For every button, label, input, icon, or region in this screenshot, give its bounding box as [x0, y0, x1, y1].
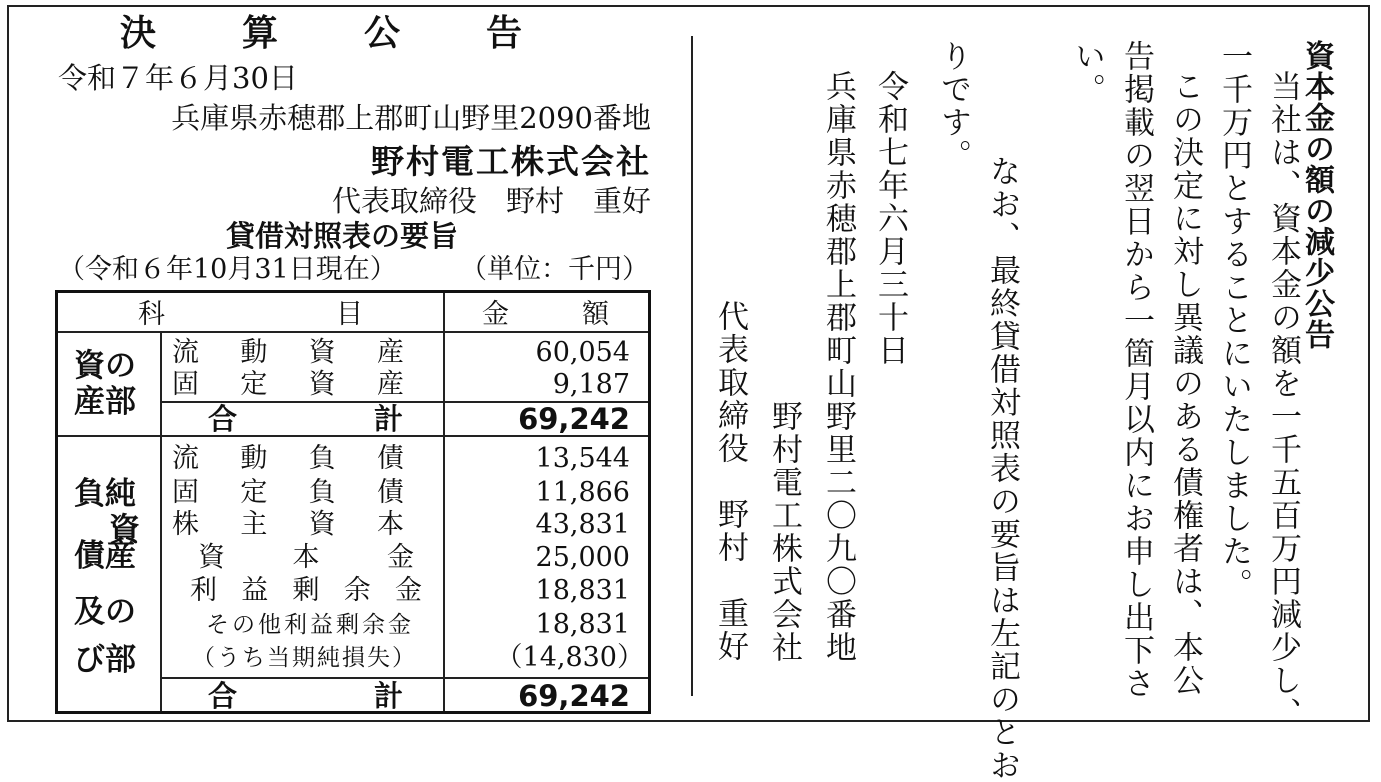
amount-column-divider: [443, 293, 445, 711]
settlement-date: 令和７年６月30日: [58, 61, 298, 95]
settlement-title: 決算公告: [120, 13, 609, 54]
notice-body-line-4: 告掲載の翌日から一箇月以内にお申し出下さ: [1118, 40, 1154, 700]
row-net-loss-label: （うち当期純損失）: [192, 645, 417, 671]
header-item-2: 目: [336, 299, 363, 330]
row-fixed-liab-label: 固 定 負 債: [172, 477, 404, 508]
liab-section-label-5: び部: [74, 642, 136, 678]
notice-body-line-6: なお、最終貸借対照表の要旨は左記のとお: [984, 155, 1020, 782]
assets-total-value: 69,242: [518, 402, 630, 436]
balance-sheet-table: [55, 290, 651, 714]
notice-representative: 代表取締役 野村 重好: [712, 300, 748, 663]
assets-section-label-1: 資の: [74, 348, 136, 384]
assets-section-label-2: 産部: [74, 384, 136, 420]
notice-body-line-1: 当社は、資本金の額を一千五百万円減少し、: [1265, 70, 1301, 730]
liab-section-label-1: 負純: [74, 476, 136, 512]
row-current-assets-value: 60,054: [535, 337, 630, 368]
row-retained-earnings-label: 利 益 剰 余 金: [190, 575, 422, 606]
header-amount-1: 金: [482, 299, 509, 330]
row-fixed-assets-value: 9,187: [552, 369, 630, 400]
row-other-retained-label: その他利益剰余金: [206, 612, 414, 638]
row-fixed-assets-label: 固 定 資 産: [172, 369, 404, 400]
header-amount-2: 額: [582, 299, 609, 330]
liab-section-label-3: 債産: [74, 538, 136, 574]
assets-total-label-2: 計: [374, 402, 404, 436]
assets-total-label-1: 合: [208, 402, 238, 436]
header-divider: [58, 331, 648, 333]
row-other-retained-value: 18,831: [535, 609, 630, 640]
balance-sheet-title: 貸借対照表の要旨: [226, 219, 459, 253]
liab-total-value: 69,242: [518, 679, 630, 713]
unit-label: （単位：千円）: [460, 254, 649, 285]
notice-company: 野村電工株式会社: [766, 400, 802, 664]
notice-address: 兵庫県赤穂郡上郡町山野里二〇九〇番地: [820, 70, 856, 664]
column-divider: [691, 36, 693, 696]
company-name: 野村電工株式会社: [371, 142, 651, 181]
row-capital-value: 25,000: [535, 542, 630, 573]
liab-total-label-2: 計: [374, 679, 404, 713]
row-current-liab-label: 流 動 負 債: [172, 443, 404, 474]
section-column-divider: [160, 333, 162, 711]
header-item-1: 科: [138, 299, 165, 330]
representative: 代表取締役 野村 重好: [331, 184, 651, 218]
as-of-date: （令和６年10月31日現在）: [58, 254, 397, 285]
row-current-liab-value: 13,544: [535, 443, 630, 474]
row-retained-earnings-value: 18,831: [535, 575, 630, 606]
notice-body-line-5: い。: [1069, 40, 1105, 106]
row-capital-label: 資 本 金: [198, 542, 414, 573]
notice-body-line-2: 一千万円とすることにいたしました。: [1216, 40, 1252, 601]
row-fixed-liab-value: 11,866: [535, 477, 630, 508]
liab-section-label-2: 資: [109, 512, 140, 548]
liab-section-label-4: 及の: [74, 594, 136, 630]
company-address: 兵庫県赤穂郡上郡町山野里2090番地: [171, 101, 651, 135]
row-equity-label: 株 主 資 本: [172, 509, 404, 540]
notice-date: 令和七年六月三十日: [872, 70, 908, 367]
notice-title: 資本金の額の減少公告: [1299, 40, 1334, 350]
row-current-assets-label: 流 動 資 産: [172, 337, 404, 368]
liab-total-label-1: 合: [208, 679, 238, 713]
row-net-loss-value: （14,830）: [495, 642, 644, 673]
notice-body-line-3: この決定に対し異議のある債権者は、本公: [1167, 70, 1203, 697]
row-equity-value: 43,831: [535, 509, 630, 540]
notice-body-line-7: りです。: [935, 40, 971, 172]
